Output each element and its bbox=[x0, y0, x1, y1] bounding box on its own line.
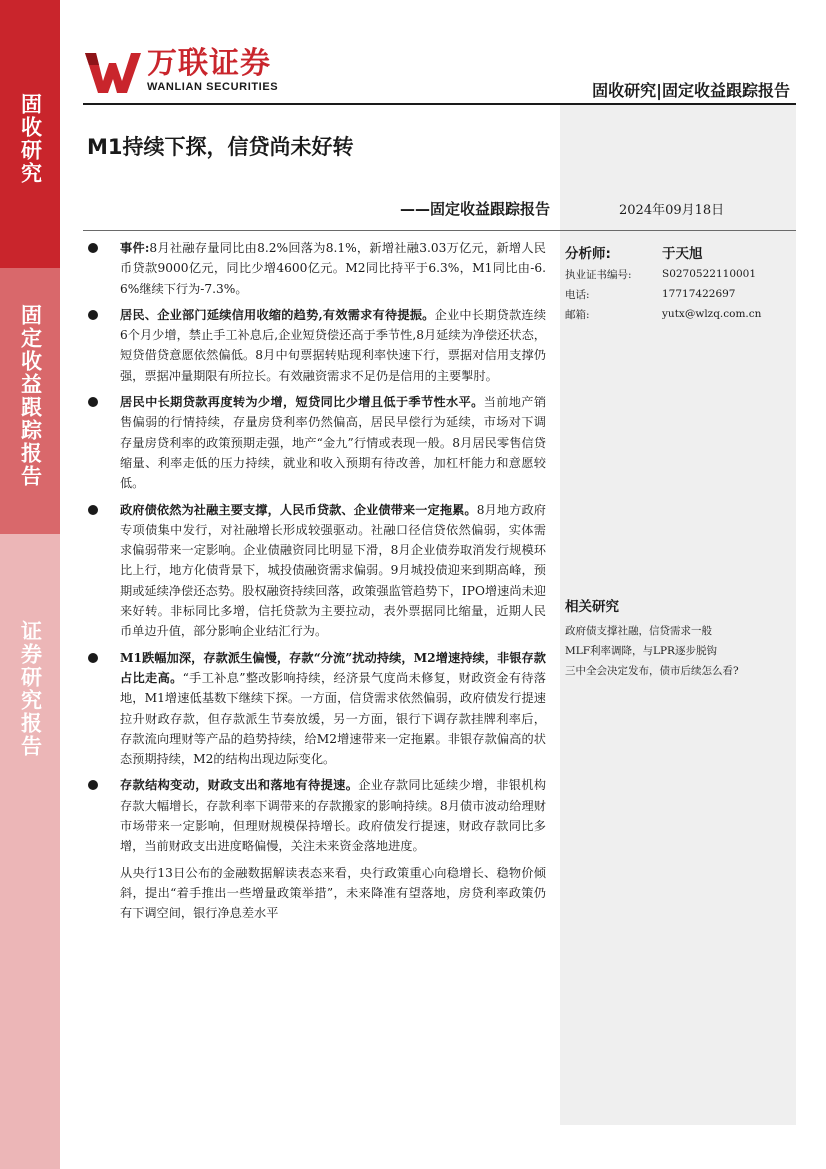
analyst-role-label: 分析师: bbox=[565, 246, 611, 262]
related-research-item[interactable]: 政府债支撑社融，信贷需求一般 bbox=[565, 625, 712, 637]
analyst-name: 于天旭 bbox=[662, 246, 703, 262]
band-segment-securities-research bbox=[0, 534, 60, 1169]
band-label-fixed-income: 固收研究 bbox=[18, 93, 43, 185]
report-title: M1持续下探，信贷尚未好转 bbox=[87, 135, 354, 159]
bullet-text: “手工补息”整改影响持续，经济景气度尚未修复，财政资金有待落地，M1增速低基数下继续下探。一方面，信贷需求依然偏弱，政府债发行提速拉升财政存款，但存款派生节奏放缓，另一方面，银行下调存款挂牌利率后，存款流向理财等产品的趋势持续，给M2增速带来一定拖累。非银存款偏高的状态预期持续，M2的结构出现边际变化。 bbox=[120, 670, 546, 767]
band-segment-tracking-report bbox=[0, 268, 60, 534]
license-number: S0270522110001 bbox=[662, 268, 757, 280]
intro-paragraph: 从央行13日公布的金融数据解读表态来看，央行政策重心向稳增长、稳物价倾斜，提出“着手推出一些增量政策举措”，未来降准有望落地，房贷利率政策仍有下调空间，银行净息差水平 bbox=[120, 865, 546, 921]
related-research bbox=[565, 595, 795, 681]
bullet-lead: 存款结构变动，财政支出和落地有待提速。 bbox=[120, 778, 359, 793]
logo-english-name: WANLIAN SECURITIES bbox=[147, 80, 279, 93]
bullet-dot-icon bbox=[88, 780, 98, 790]
band-label-securities-research: 证券研究报告 bbox=[18, 620, 43, 758]
bullet-text: 8月地方政府专项债集中发行，对社融增长形成较强驱动。社融口径信贷依然偏弱，实体需求偏弱带来一定影响。企业债融资同比明显下滑，8月企业债券取消发行规模环比上行，地方化债背景下，城投债融资需求偏弱。9月城投债迎来到期高峰，预期或延续净偿还态势。股权融资持续回落，政策强监管趋势下，IPO增速尚未迎来好转。非标同比多增，信托贷款为主要拉动，表外票据同比缩量，近期人民币单边升值，部分影响企业结汇行为。 bbox=[120, 502, 546, 639]
bullet-lead: M1跌幅加深，存款派生偏慢，存款“分流”扰动持续，M2增速持续，非银存款占比走高。 bbox=[120, 650, 546, 685]
bullet-item bbox=[88, 648, 546, 770]
bullet-dot-icon bbox=[88, 397, 98, 407]
company-logo bbox=[83, 44, 278, 96]
bullet-item bbox=[88, 305, 546, 386]
bullet-dot-icon bbox=[88, 243, 98, 253]
bullet-dot-icon bbox=[88, 310, 98, 320]
report-body bbox=[88, 238, 546, 924]
logo-chinese-name: 万联证券 bbox=[147, 45, 271, 81]
bullet-lead: 政府债依然为社融主要支撑，人民币贷款、企业债带来一定拖累。 bbox=[120, 502, 477, 517]
bullet-text: 8月社融存量同比由8.2%回落为8.1%，新增社融3.03万亿元，新增人民币贷款9000亿元，同比少增4600亿元。M2同比持平于6.3%，M1同比由-6.6%继续下行为-7.3%。 bbox=[120, 241, 546, 296]
bullet-lead: 居民、企业部门延续信用收缩的趋势,有效需求有待提振。 bbox=[120, 307, 435, 322]
bullet-text: 当前地产销售偏弱的行情持续，存量房贷利率仍然偏高，居民早偿行为延续，市场对下调存量房贷利率的政策预期走强，地产“金九”行情或表现一般。8月居民零售信贷缩量、利率走低的压力持续，就业和收入预期有待改善，加杠杆能力和意愿较低。 bbox=[120, 395, 547, 491]
analyst-card bbox=[565, 240, 795, 324]
related-research-item[interactable]: MLF利率调降，与LPR逐步脱钩 bbox=[565, 645, 717, 657]
side-band bbox=[0, 0, 60, 1169]
license-label: 执业证书编号: bbox=[565, 268, 632, 281]
related-research-item[interactable]: 三中全会决定发布，债市后续怎么看? bbox=[565, 665, 739, 677]
bullet-dot-icon bbox=[88, 653, 98, 663]
email-address[interactable]: yutx@wlzq.com.cn bbox=[662, 308, 762, 320]
bullet-lead: 事件: bbox=[120, 241, 150, 255]
analyst-license-row bbox=[565, 264, 795, 284]
bullet-dot-icon bbox=[88, 505, 98, 515]
w-logo-icon bbox=[83, 45, 143, 95]
report-subtitle: ——固定收益跟踪报告 bbox=[399, 200, 550, 218]
analyst-email-row bbox=[565, 304, 795, 324]
band-segment-fixed-income bbox=[0, 0, 60, 268]
bullet-text: 企业中长期贷款连续6个月少增，禁止手工补息后,企业短贷偿还高于季节性,8月延续为净偿还状态，短贷借贷意愿依然偏低。8月中旬票据转贴现利率快速下行，票据对信用支撑仍强，票据冲量期限有所拉长。有效融资需求不足仍是信用的主要掣肘。 bbox=[120, 307, 547, 383]
email-label: 邮箱: bbox=[565, 308, 590, 321]
bullet-item bbox=[88, 238, 546, 299]
phone-number: 17717422697 bbox=[662, 288, 736, 300]
bullet-item bbox=[88, 500, 546, 642]
analyst-header-row bbox=[565, 240, 795, 264]
bullet-item bbox=[88, 775, 546, 856]
analyst-phone-row bbox=[565, 284, 795, 304]
title-divider bbox=[83, 230, 796, 231]
report-date: 2024年09月18日 bbox=[619, 203, 725, 218]
header-category: 固收研究|固定收益跟踪报告 bbox=[592, 81, 790, 100]
phone-label: 电话: bbox=[565, 288, 590, 301]
related-research-title: 相关研究 bbox=[565, 599, 619, 615]
bullet-lead: 居民中长期贷款再度转为少增，短贷同比少增且低于季节性水平。 bbox=[120, 395, 484, 410]
bullet-text: 企业存款同比延续少增，非银机构存款大幅增长，存款利率下调带来的存款搬家的影响持续。8月债市波动给理财市场带来一定影响，但理财规模保持增长。政府债发行提速，财政存款同比多增，当前财政支出进度略偏慢，关注未来资金落地进度。 bbox=[120, 778, 547, 854]
bullet-item bbox=[88, 392, 546, 493]
band-label-tracking-report: 固定收益跟踪报告 bbox=[18, 304, 43, 488]
